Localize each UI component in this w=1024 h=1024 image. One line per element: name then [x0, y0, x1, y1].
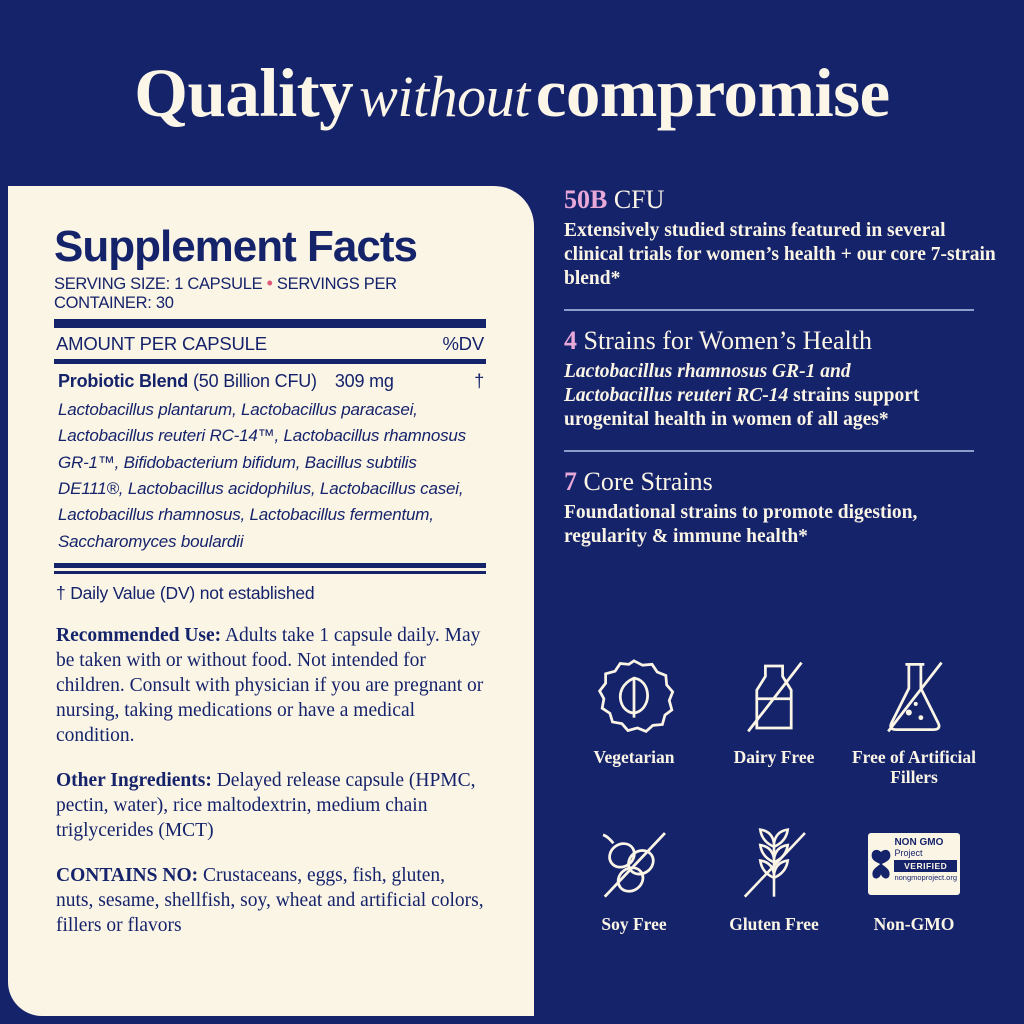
badge-dairy-free-label: Dairy Free: [733, 747, 815, 767]
amount-header-row: [54, 328, 486, 359]
non-gmo-line3: Project: [894, 847, 923, 858]
claim-womens-strain-1: Lactobacillus rhamnosus GR-1 and: [564, 360, 851, 382]
non-gmo-verified-icon: [844, 815, 984, 913]
badge-soy-free: [564, 815, 704, 935]
blend-amount: 309 mg: [334, 371, 394, 391]
servings-per-container: SERVINGS PER CONTAINER: 30: [54, 275, 397, 312]
badge-row-1: [564, 648, 1012, 787]
non-gmo-verified-bar: VERIFIED: [894, 860, 957, 872]
recommended-use-text: Adults take 1 capsule daily. May be taken with or without food. Not intended for children. Consult with physician if you are pregnant or nursing, taking medications or have a medical condition.: [56, 625, 484, 746]
non-gmo-url: nongmoproject.org: [894, 873, 957, 883]
label-card: [8, 8, 1016, 1016]
headline-word-without: without: [359, 63, 530, 129]
other-ingredients: [54, 769, 486, 844]
claims-divider-1: [564, 309, 974, 311]
badge-gluten-free: [704, 815, 844, 935]
headline-word-quality: Quality: [134, 54, 354, 131]
claim-cfu-body: Extensively studied strains featured in several clinical trials for women’s health + our core 7-strain blend*: [564, 219, 996, 289]
serving-info: [54, 274, 486, 313]
milk-bottle-crossed-icon: [704, 648, 844, 746]
wheat-crossed-icon: [704, 815, 844, 913]
blend-cfu: (50 Billion CFU): [193, 371, 317, 391]
claim-womens-number: 4: [564, 326, 577, 356]
claim-cfu-rest: CFU: [607, 185, 665, 214]
claim-womens-body-rest: strains support urogenital health in women of all ages*: [564, 384, 920, 431]
claim-womens-strain-2: Lactobacillus reuteri RC-14: [564, 384, 789, 406]
recommended-use: [54, 624, 486, 749]
claim-cfu: [564, 186, 1004, 291]
badge-vegetarian-label: Vegetarian: [593, 747, 675, 767]
badge-non-gmo: [844, 815, 984, 935]
supplement-facts-title: Supplement Facts: [54, 222, 417, 271]
claim-womens-health: [564, 327, 1004, 432]
badge-soy-free-label: Soy Free: [601, 914, 667, 935]
headline: [134, 54, 890, 131]
serving-size: SERVING SIZE: 1 CAPSULE: [54, 275, 263, 293]
strain-list: Lactobacillus plantarum, Lactobacillus paracasei, Lactobacillus reuteri RC-14™, Lactobacillus rhamnosus GR-1™, Bifidobacterium bifidum, Bacillus subtilis DE111®, Lactobacillus acidophilus, Lactobacillus casei, Lactobacillus rhamnosus, Lactobacillus fermentum, Saccharomyces boulardii: [58, 400, 466, 551]
divider-thick-top: [54, 319, 486, 328]
badge-artificial-fillers: [844, 648, 984, 787]
daily-value-note: † Daily Value (DV) not established: [56, 583, 315, 604]
contains-no: [54, 864, 486, 939]
other-ingredients-text: Delayed release capsule (HPMC, pectin, water), rice maltodextrin, medium chain triglycerides (MCT): [56, 769, 476, 841]
badge-gluten-free-label: Gluten Free: [729, 914, 819, 935]
headline-word-compromise: compromise: [535, 54, 890, 131]
percent-dv-label: %DV: [442, 333, 484, 354]
blend-dv-value: †: [474, 371, 484, 391]
claim-cfu-heading: [564, 186, 1004, 215]
claim-core-rest: Core Strains: [577, 467, 713, 497]
non-gmo-butterfly-icon: [868, 833, 894, 895]
contains-no-label: CONTAINS NO:: [56, 864, 199, 886]
contains-no-text: Crustaceans, eggs, fish, gluten, nuts, sesame, shellfish, soy, wheat and artificial colors, fillers or flavors: [56, 864, 484, 936]
other-ingredients-label: Other Ingredients:: [56, 769, 212, 791]
certification-badges: [564, 648, 1012, 935]
supplement-facts-panel: [8, 186, 534, 1016]
soybean-crossed-icon: [564, 815, 704, 913]
claim-womens-heading: [564, 327, 1004, 356]
blend-name: Probiotic Blend: [58, 371, 189, 391]
claim-core-heading: [564, 468, 1004, 497]
badge-row-2: [564, 815, 1012, 935]
claim-womens-body: [564, 360, 1004, 433]
claim-cfu-number: 50B: [564, 185, 608, 214]
recommended-use-label: Recommended Use:: [56, 625, 222, 647]
badge-non-gmo-label: Non-GMO: [873, 914, 955, 935]
serving-separator: •: [266, 273, 273, 293]
badge-artificial-fillers-label: Free of Artificial Fillers: [851, 747, 977, 787]
flask-crossed-icon: [844, 648, 984, 746]
leaf-icon: [564, 648, 704, 746]
probiotic-blend-row: [54, 364, 486, 395]
claim-womens-rest: Strains for Women’s Health: [577, 326, 872, 356]
badge-dairy-free: [704, 648, 844, 787]
divider-med-2: [54, 563, 486, 568]
amount-per-capsule-label: AMOUNT PER CAPSULE: [56, 333, 267, 354]
claim-core-strains: [564, 468, 1004, 549]
claims-divider-2: [564, 450, 974, 452]
claim-core-number: 7: [564, 467, 577, 497]
header-banner: [8, 8, 1016, 178]
claim-core-body: Foundational strains to promote digestion, regularity & immune health*: [564, 501, 918, 547]
non-gmo-line2: GMO: [919, 837, 944, 849]
badge-vegetarian: [564, 648, 704, 787]
non-gmo-line1: NON: [894, 837, 917, 849]
